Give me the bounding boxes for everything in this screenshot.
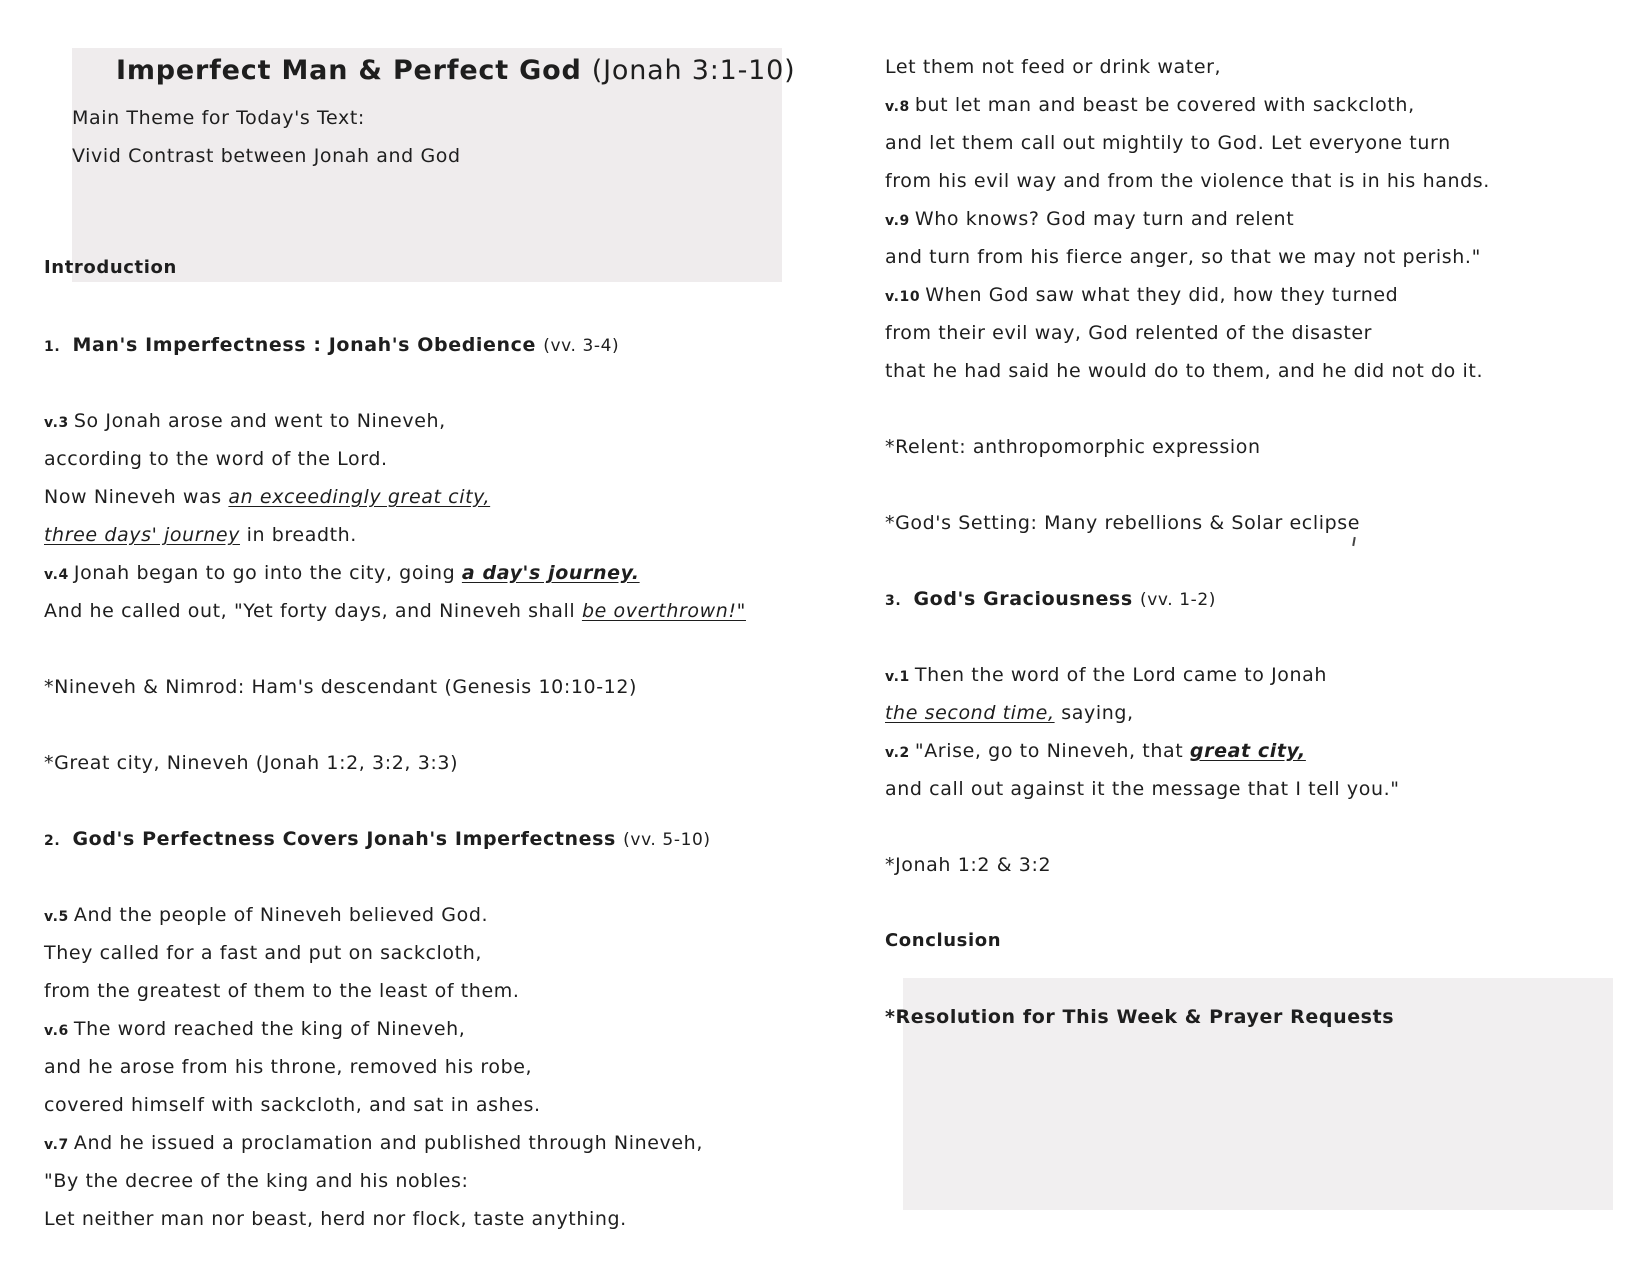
v4-line1 bbox=[44, 561, 640, 587]
conclusion-heading: Conclusion bbox=[885, 930, 1002, 951]
v2-line2: and call out against it the message that I tell you." bbox=[885, 778, 1400, 800]
verse-text: And the people of Nineveh believed God. bbox=[73, 904, 489, 926]
section1-reference: (vv. 3-4) bbox=[543, 336, 620, 356]
verse-text: Who knows? God may turn and relent bbox=[914, 208, 1295, 230]
underlined-phrase: the second time, bbox=[885, 702, 1055, 724]
section1-heading bbox=[44, 333, 619, 359]
underlined-phrase: great city, bbox=[1189, 740, 1306, 762]
verse-number: v.3 bbox=[44, 415, 69, 431]
v5-line1 bbox=[44, 903, 488, 929]
verse-number: v.6 bbox=[44, 1023, 69, 1039]
section2-number: 2. bbox=[44, 833, 61, 849]
verse-text: When God saw what they did, how they turned bbox=[925, 284, 1399, 306]
verse-text: in breadth. bbox=[246, 524, 357, 546]
verse-text: And he called out, "Yet forty days, and Nineveh shall bbox=[44, 600, 576, 622]
v3-line4 bbox=[44, 523, 357, 547]
verse-number: v.8 bbox=[885, 99, 910, 115]
theme-label: Main Theme for Today's Text: bbox=[72, 107, 365, 129]
v3-line2: according to the word of the Lord. bbox=[44, 448, 388, 470]
v5-line3: from the greatest of them to the least of them. bbox=[44, 980, 520, 1002]
introduction-heading: Introduction bbox=[44, 257, 177, 278]
v9-line1 bbox=[885, 207, 1294, 233]
v6-line3: covered himself with sackcloth, and sat in ashes. bbox=[44, 1094, 541, 1116]
theme-text: Vivid Contrast between Jonah and God bbox=[72, 145, 461, 167]
v6-line2: and he arose from his throne, removed his robe, bbox=[44, 1056, 533, 1078]
page-title bbox=[116, 55, 795, 87]
underlined-phrase: an exceedingly great city, bbox=[228, 486, 491, 508]
section2-reference: (vv. 5-10) bbox=[623, 830, 711, 850]
verse-text: Then the word of the Lord came to Jonah bbox=[914, 664, 1328, 686]
verse-number: v.5 bbox=[44, 909, 69, 925]
section2-title: God's Perfectness Covers Jonah's Imperfectness bbox=[72, 828, 616, 850]
underlined-phrase: three days' journey bbox=[44, 524, 240, 546]
section2-note2: *God's Setting: Many rebellions & Solar eclipse bbox=[885, 512, 1361, 534]
v1-line1 bbox=[885, 663, 1327, 689]
section1-number: 1. bbox=[44, 339, 61, 355]
resolution-heading: *Resolution for This Week & Prayer Requests bbox=[885, 1006, 1395, 1028]
section3-number: 3. bbox=[885, 593, 902, 609]
underlined-phrase: be overthrown!" bbox=[581, 600, 746, 622]
section3-reference: (vv. 1-2) bbox=[1139, 590, 1217, 610]
v10-line2: from their evil way, God relented of the disaster bbox=[885, 322, 1373, 344]
section3-title: God's Graciousness bbox=[913, 588, 1133, 610]
v6-line1 bbox=[44, 1017, 465, 1043]
verse-number: v.1 bbox=[885, 669, 910, 685]
section1-note1: *Nineveh & Nimrod: Ham's descendant (Genesis 10:10-12) bbox=[44, 676, 638, 698]
v7-line2: "By the decree of the king and his nobles: bbox=[44, 1170, 469, 1192]
verse-text: saying, bbox=[1061, 702, 1134, 724]
v3-line3 bbox=[44, 485, 490, 509]
section3-note: *Jonah 1:2 & 3:2 bbox=[885, 854, 1052, 876]
section2-note1: *Relent: anthropomorphic expression bbox=[885, 436, 1261, 458]
v8-line2: and let them call out mightily to God. Let everyone turn bbox=[885, 132, 1451, 154]
v8-line1 bbox=[885, 93, 1415, 119]
title-reference: (Jonah 3:1-10) bbox=[591, 55, 796, 86]
v5-line2: They called for a fast and put on sackcloth, bbox=[44, 942, 482, 964]
v4-line2 bbox=[44, 599, 746, 623]
v3-line1 bbox=[44, 409, 446, 435]
section2-heading bbox=[44, 827, 711, 853]
v2-line1 bbox=[885, 739, 1306, 765]
title-text: Imperfect Man & Perfect God bbox=[116, 55, 582, 86]
verse-text: So Jonah arose and went to Nineveh, bbox=[73, 410, 446, 432]
v9-line2: and turn from his fierce anger, so that we may not perish." bbox=[885, 246, 1481, 268]
verse-text: but let man and beast be covered with sackcloth, bbox=[914, 94, 1415, 116]
verse-text: The word reached the king of Nineveh, bbox=[73, 1018, 466, 1040]
verse-number: v.7 bbox=[44, 1137, 69, 1153]
verse-text: "Arise, go to Nineveh, that bbox=[914, 740, 1184, 762]
v10-line3: that he had said he would do to them, and he did not do it. bbox=[885, 360, 1484, 382]
v1-line2 bbox=[885, 701, 1134, 725]
verse-number: v.4 bbox=[44, 567, 69, 583]
section1-note2: *Great city, Nineveh (Jonah 1:2, 3:2, 3:3) bbox=[44, 752, 459, 774]
verse-number: v.2 bbox=[885, 745, 910, 761]
section3-heading bbox=[885, 587, 1216, 613]
underlined-phrase: a day's journey. bbox=[461, 562, 640, 584]
v7-line3: Let neither man nor beast, herd nor flock, taste anything. bbox=[44, 1208, 627, 1230]
verse-text: Now Nineveh was bbox=[44, 486, 222, 508]
verse-text: And he issued a proclamation and published through Nineveh, bbox=[73, 1132, 703, 1154]
verse-text: Jonah began to go into the city, going bbox=[73, 562, 456, 584]
stray-pen-mark bbox=[1352, 537, 1356, 546]
v7-line4: Let them not feed or drink water, bbox=[885, 56, 1222, 78]
v8-line3: from his evil way and from the violence that is in his hands. bbox=[885, 170, 1490, 192]
verse-number: v.9 bbox=[885, 213, 910, 229]
v7-line1 bbox=[44, 1131, 703, 1157]
verse-number: v.10 bbox=[885, 289, 921, 305]
section1-title: Man's Imperfectness : Jonah's Obedience bbox=[72, 334, 537, 356]
v10-line1 bbox=[885, 283, 1398, 309]
